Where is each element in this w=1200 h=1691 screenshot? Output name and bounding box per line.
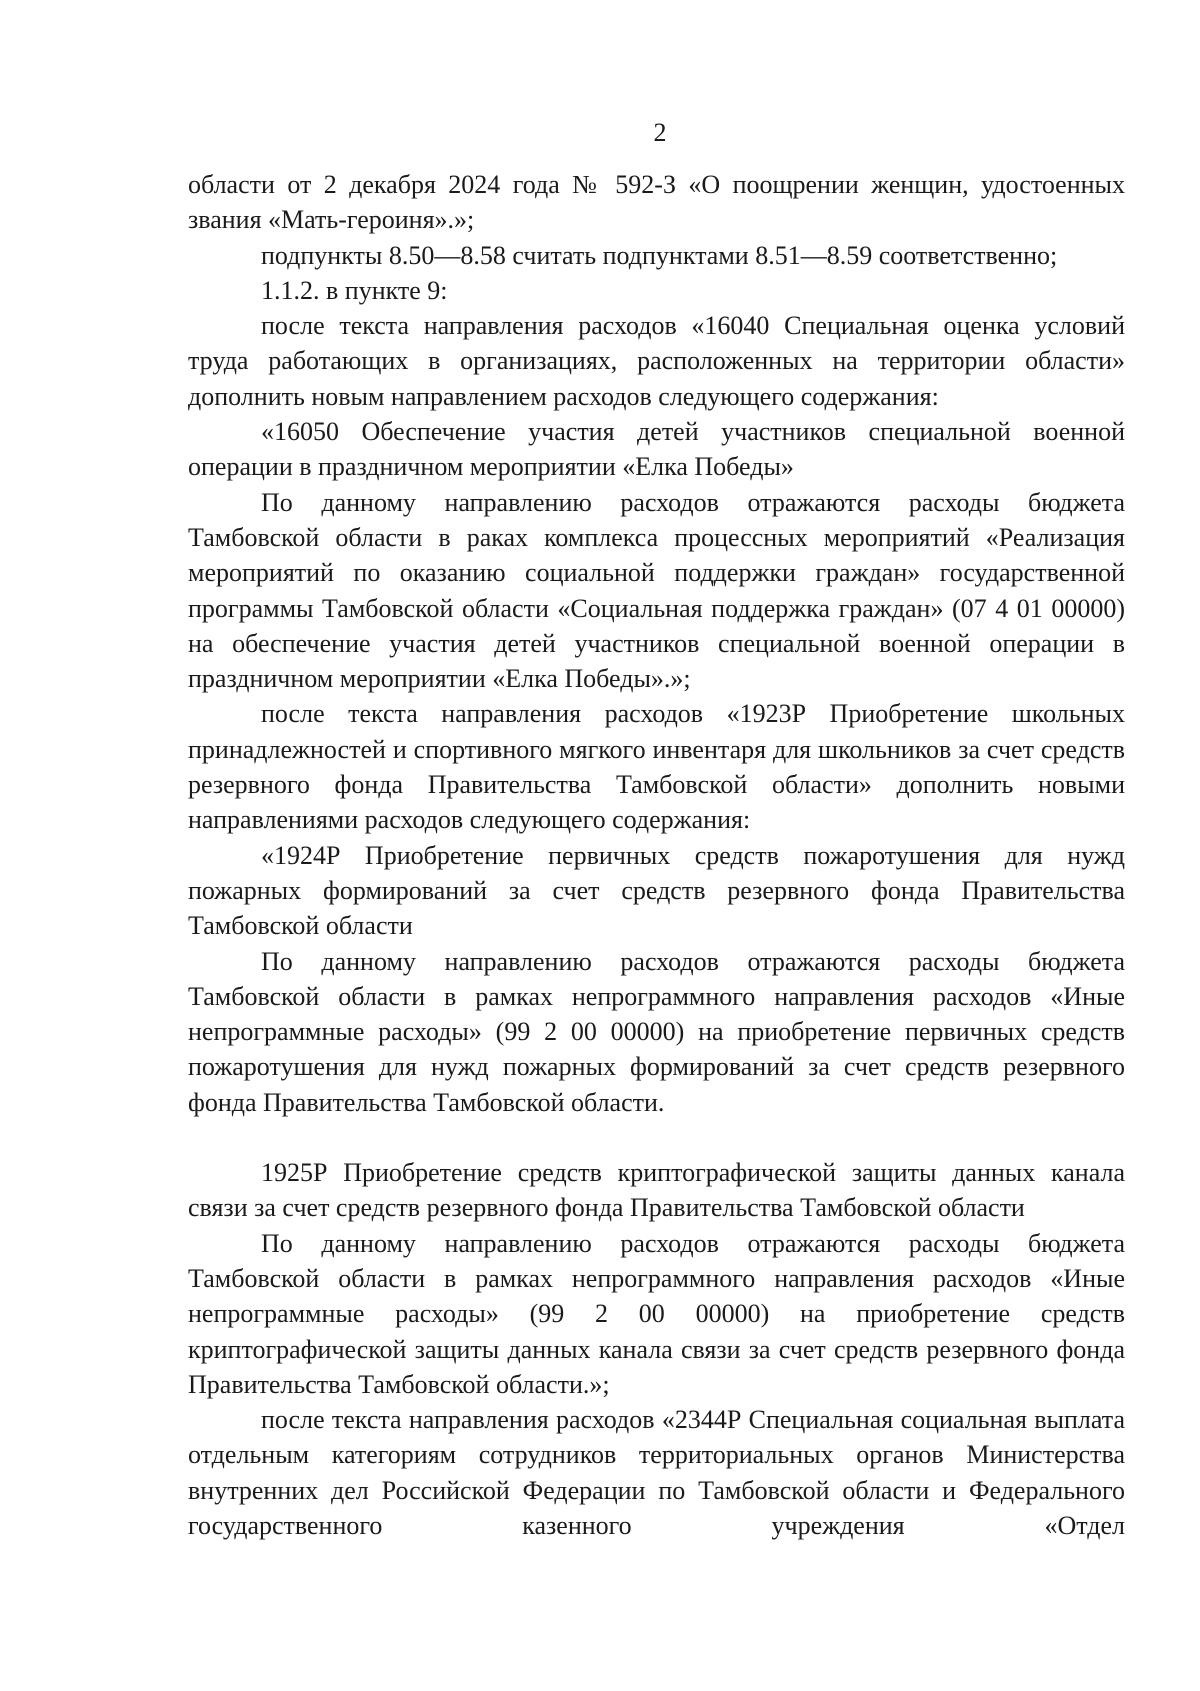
paragraph-after-1923r: после текста направления расходов «1923Р Приобретение школьных принадлежностей и спортивного мягкого инвентаря для школьников за счет средств резервного фонда Правительства Тамбовской области» дополнить новыми направлениями расходов следующего содержания: <box>188 699 1125 835</box>
paragraph-subclause-renumbering: подпункты 8.50—8.58 считать подпунктами 8.51—8.59 соответственно; <box>261 240 1058 270</box>
paragraph-1924r-title: «1924Р Приобретение первичных средств пожаротушения для нужд пожарных формирований за счет средств резервного фонда Правительства Тамбовской области <box>188 840 1125 941</box>
paragraph-clause-heading: 1.1.2. в пункте 9: <box>261 275 448 305</box>
page-number: 2 <box>653 118 667 147</box>
paragraph-after-2344r: после текста направления расходов «2344Р Специальная социальная выплата отдельным категориям сотрудников территориальных органов Министерства внутренних дел Российской Федерации по Тамбовской области и Федерального государственного казенного учреждения «Отдел <box>188 1405 1125 1540</box>
paragraph-1925r-title: 1925Р Приобретение средств криптографической защиты данных канала связи за счет средств резервного фонда Правительства Тамбовской области <box>188 1158 1125 1223</box>
paragraph-16050-title: «16050 Обеспечение участия детей участников специальной военной операции в праздничном мероприятии «Елка Победы» <box>188 417 1125 482</box>
document-body <box>188 167 1125 1543</box>
paragraph-1924r-description: По данному направлению расходов отражаются расходы бюджета Тамбовской области в рамках непрограммного направления расходов «Иные непрограммные расходы» (99 2 00 00000) на приобретение первичных средств пожаротушения для нужд пожарных формирований за счет средств резервного фонда Правительства Тамбовской области. <box>188 946 1125 1117</box>
paragraph-gap <box>188 1120 1125 1155</box>
paragraph-after-16040: после текста направления расходов «16040 Специальная оценка условий труда работающих в организациях, расположенных на территории области» дополнить новым направлением расходов следующего содержания: <box>188 311 1125 411</box>
paragraph-1925r-description: По данному направлению расходов отражаются расходы бюджета Тамбовской области в рамках непрограммного направления расходов «Иные непрограммные расходы» (99 2 00 00000) на приобретение средств криптографической защиты данных канала связи за счет средств резервного фонда Правительства Тамбовской области.»; <box>188 1228 1125 1399</box>
paragraph-16050-description: По данному направлению расходов отражаются расходы бюджета Тамбовской области в раках комплекса процессных мероприятий «Реализация мероприятий по оказанию социальной поддержки граждан» государственной программы Тамбовской области «Социальная поддержка граждан» (07 4 01 00000) на обеспечение участия детей участников специальной военной операции в праздничном мероприятии «Елка Победы».»; <box>188 487 1125 694</box>
paragraph-decree-reference: области от 2 декабря 2024 года № 592-З «О поощрении женщин, удостоенных звания «Мать-героиня».»; <box>188 170 1125 235</box>
